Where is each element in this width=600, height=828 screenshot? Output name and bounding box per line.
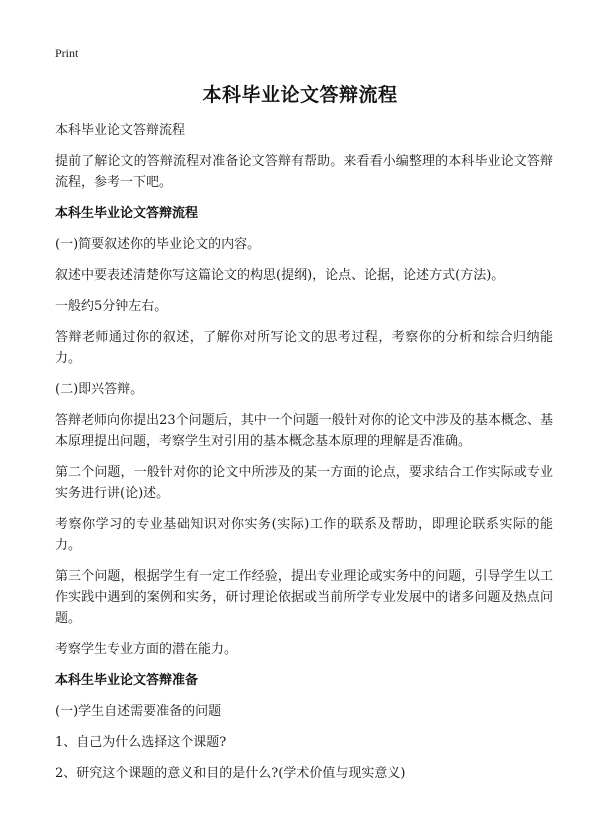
- paragraph: 答辩老师通过你的叙述，了解你对所写论文的思考过程，考察你的分析和综合归纳能力。: [55, 330, 553, 366]
- paragraph: (一)简要叙述你的毕业论文的内容。: [55, 237, 261, 252]
- section-heading-preparation: 本科生毕业论文答辩准备: [55, 673, 199, 688]
- paragraph: 第三个问题，根据学生有一定工作经验，提出专业理论或实务中的问题，引导学生以工作实践中遇到的案例和实务，研讨理论依据或当前所学专业发展中的诸多问题及热点问题。: [55, 569, 553, 626]
- paragraph: 2、研究这个课题的意义和目的是什么?(学术价值与现实意义): [55, 766, 406, 781]
- paragraph: 一般约5分钟左右。: [55, 299, 168, 314]
- paragraph: 第二个问题，一般针对你的论文中所涉及的某一方面的论点，要求结合工作实际或专业实务进行讲(论)述。: [55, 465, 553, 501]
- paragraph: 1、自己为什么选择这个课题?: [55, 735, 227, 750]
- paragraph: 考察你学习的专业基础知识对你实务(实际)工作的联系及帮助，即理论联系实际的能力。: [55, 517, 553, 553]
- paragraph: 考察学生专业方面的潜在能力。: [55, 642, 238, 657]
- document-body: [55, 120, 553, 794]
- print-label: Print: [55, 46, 79, 60]
- section-heading-process: 本科生毕业论文答辩流程: [55, 206, 199, 221]
- paragraph: 叙述中要表述清楚你写这篇论文的构思(提纲)，论点、论据，论述方式(方法)。: [55, 268, 505, 283]
- paragraph: (一)学生自述需要准备的问题: [55, 704, 222, 719]
- page-title: 本科毕业论文答辩流程: [202, 84, 398, 106]
- paragraph: 答辩老师向你提出23个问题后，其中一个问题一般针对你的论文中涉及的基本概念、基本原理提出问题，考察学生对引用的基本概念基本原理的理解是否准确。: [55, 413, 553, 449]
- paragraph: (二)即兴答辩。: [55, 382, 144, 397]
- intro-title-paragraph: 本科毕业论文答辩流程: [55, 123, 186, 138]
- intro-paragraph: 提前了解论文的答辩流程对准备论文答辩有帮助。来看看小编整理的本科毕业论文答辩流程，参考一下吧。: [55, 154, 553, 190]
